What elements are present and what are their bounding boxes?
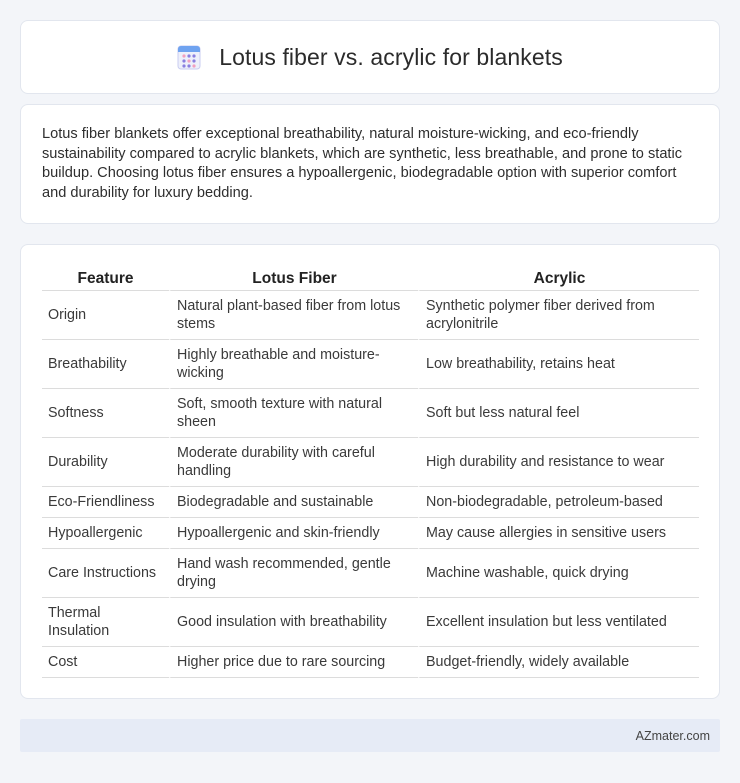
table-row [42,291,699,340]
acrylic-cell: Soft but less natural feel [418,389,699,438]
header-feature: Feature [42,265,169,291]
feature-cell: Cost [42,647,169,678]
title-card [20,20,720,94]
lotus-cell: Soft, smooth texture with natural sheen [169,389,418,438]
feature-cell: Softness [42,389,169,438]
lotus-cell: Highly breathable and moisture-wicking [169,340,418,389]
acrylic-cell: Low breathability, retains heat [418,340,699,389]
comparison-table [42,265,699,678]
summary-card [20,104,720,224]
lotus-cell: Moderate durability with careful handling [169,438,418,487]
footer-bar [20,719,720,752]
comparison-table-card [20,244,720,699]
feature-cell: Eco-Friendliness [42,487,169,518]
acrylic-cell: Non-biodegradable, petroleum-based [418,487,699,518]
table-row [42,518,699,549]
feature-cell: Origin [42,291,169,340]
feature-cell: Hypoallergenic [42,518,169,549]
header-acrylic: Acrylic [418,265,699,291]
lotus-cell: Hypoallergenic and skin-friendly [169,518,418,549]
acrylic-cell: High durability and resistance to wear [418,438,699,487]
table-row [42,340,699,389]
summary-text: Lotus fiber blankets offer exceptional breathability, natural moisture-wicking, and eco-friendly sustainability compared to acrylic blankets, which are synthetic, less breathable, and prone to static buildup. Choosing lotus fiber ensures a hypoallergenic, biodegradable option with superior comfort and durability for luxury bedding. [42,126,683,201]
table-row [42,598,699,647]
lotus-cell: Biodegradable and sustainable [169,487,418,518]
acrylic-cell: Synthetic polymer fiber derived from acrylonitrile [418,291,699,340]
table-row [42,549,699,598]
acrylic-cell: May cause allergies in sensitive users [418,518,699,549]
acrylic-cell: Excellent insulation but less ventilated [418,598,699,647]
feature-cell: Breathability [42,340,169,389]
calendar-grid-icon [177,44,201,70]
feature-cell: Thermal Insulation [42,598,169,647]
table-row [42,438,699,487]
table-row [42,389,699,438]
page-title: Lotus fiber vs. acrylic for blankets [219,43,563,70]
table-header-row [42,265,699,291]
feature-cell: Care Instructions [42,549,169,598]
lotus-cell: Hand wash recommended, gentle drying [169,549,418,598]
lotus-cell: Natural plant-based fiber from lotus stems [169,291,418,340]
acrylic-cell: Machine washable, quick drying [418,549,699,598]
acrylic-cell: Budget-friendly, widely available [418,647,699,678]
header-lotus-fiber: Lotus Fiber [169,265,418,291]
lotus-cell: Good insulation with breathability [169,598,418,647]
feature-cell: Durability [42,438,169,487]
table-row [42,487,699,518]
table-row [42,647,699,678]
title-wrap [177,44,563,71]
footer-brand: AZmater.com [635,728,710,743]
lotus-cell: Higher price due to rare sourcing [169,647,418,678]
